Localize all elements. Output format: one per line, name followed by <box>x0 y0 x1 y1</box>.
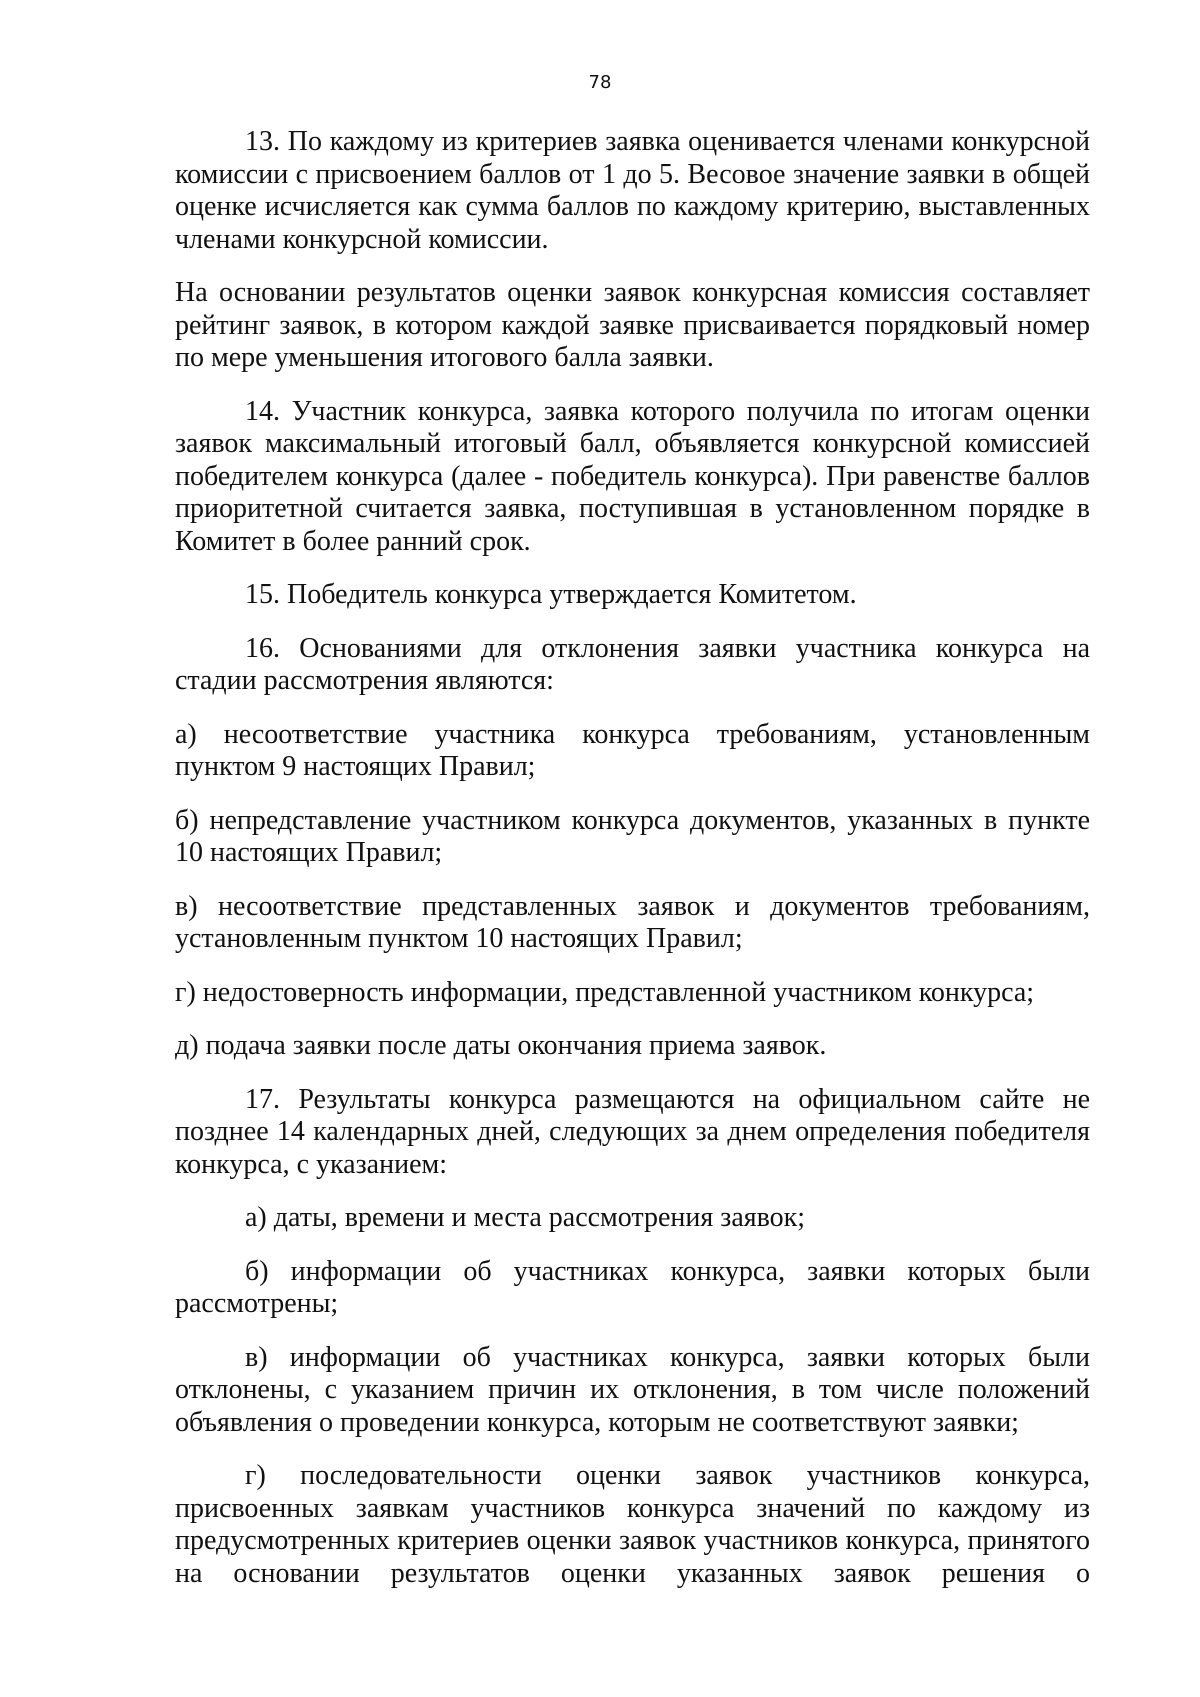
list-item-16v: в) несоответствие представленных заявок и документов требованиям, установленным пунктом 10 настоящих Правил; <box>175 890 1090 954</box>
list-item-16a: а) несоответствие участника конкурса требованиям, установленным пунктом 9 настоящих Правил; <box>175 718 1090 782</box>
list-item-16d: д) подача заявки после даты окончания приема заявок. <box>175 1030 827 1061</box>
list-item-16b: б) непредставление участником конкурса документов, указанных в пункте 10 настоящих Правил; <box>175 804 1090 868</box>
paragraph-13: 13. По каждому из критериев заявка оценивается членами конкурсной комиссии с присвоением баллов от 1 до 5. Весовое значение заявки в общей оценке исчисляется как сумма баллов по каждому критерию, выставленных членами конкурсной комиссии. <box>175 126 1090 255</box>
page-number: 78 <box>588 72 612 93</box>
paragraph-14: 14. Участник конкурса, заявка которого получила по итогам оценки заявок максимальный итоговый балл, объявляется конкурсной комиссией победителем конкурса (далее - победитель конкурса). При равенстве баллов приоритетной считается заявка, поступившая в установленном порядке в Комитет в более ранний срок. <box>175 395 1090 557</box>
list-item-17a: а) даты, времени и места рассмотрения заявок; <box>245 1202 806 1233</box>
list-item-17v: в) информации об участниках конкурса, заявки которых были отклонены, с указанием причин их отклонения, в том числе положений объявления о проведении конкурса, которым не соответствуют заявки; <box>175 1341 1090 1438</box>
paragraph-17: 17. Результаты конкурса размещаются на официальном сайте не позднее 14 календарных дней, следующих за днем определения победителя конкурса, с указанием: <box>175 1083 1090 1180</box>
document-body <box>175 126 1090 1590</box>
list-item-17g: г) последовательности оценки заявок участников конкурса, присвоенных заявкам участников конкурса значений по каждому из предусмотренных критериев оценки заявок участников конкурса, принятого на основании результатов оценки указанных заявок решения о <box>175 1460 1090 1589</box>
paragraph-rating: На основании результатов оценки заявок конкурсная комиссия составляет рейтинг заявок, в котором каждой заявке присваивается порядковый номер по мере уменьшения итогового балла заявки. <box>175 277 1090 373</box>
paragraph-16: 16. Основаниями для отклонения заявки участника конкурса на стадии рассмотрения являются: <box>175 632 1090 696</box>
list-item-16g: г) недостоверность информации, представленной участником конкурса; <box>175 976 1035 1008</box>
paragraph-15: 15. Победитель конкурса утверждается Комитетом. <box>245 579 857 610</box>
list-item-17b: б) информации об участниках конкурса, заявки которых были рассмотрены; <box>175 1255 1090 1319</box>
